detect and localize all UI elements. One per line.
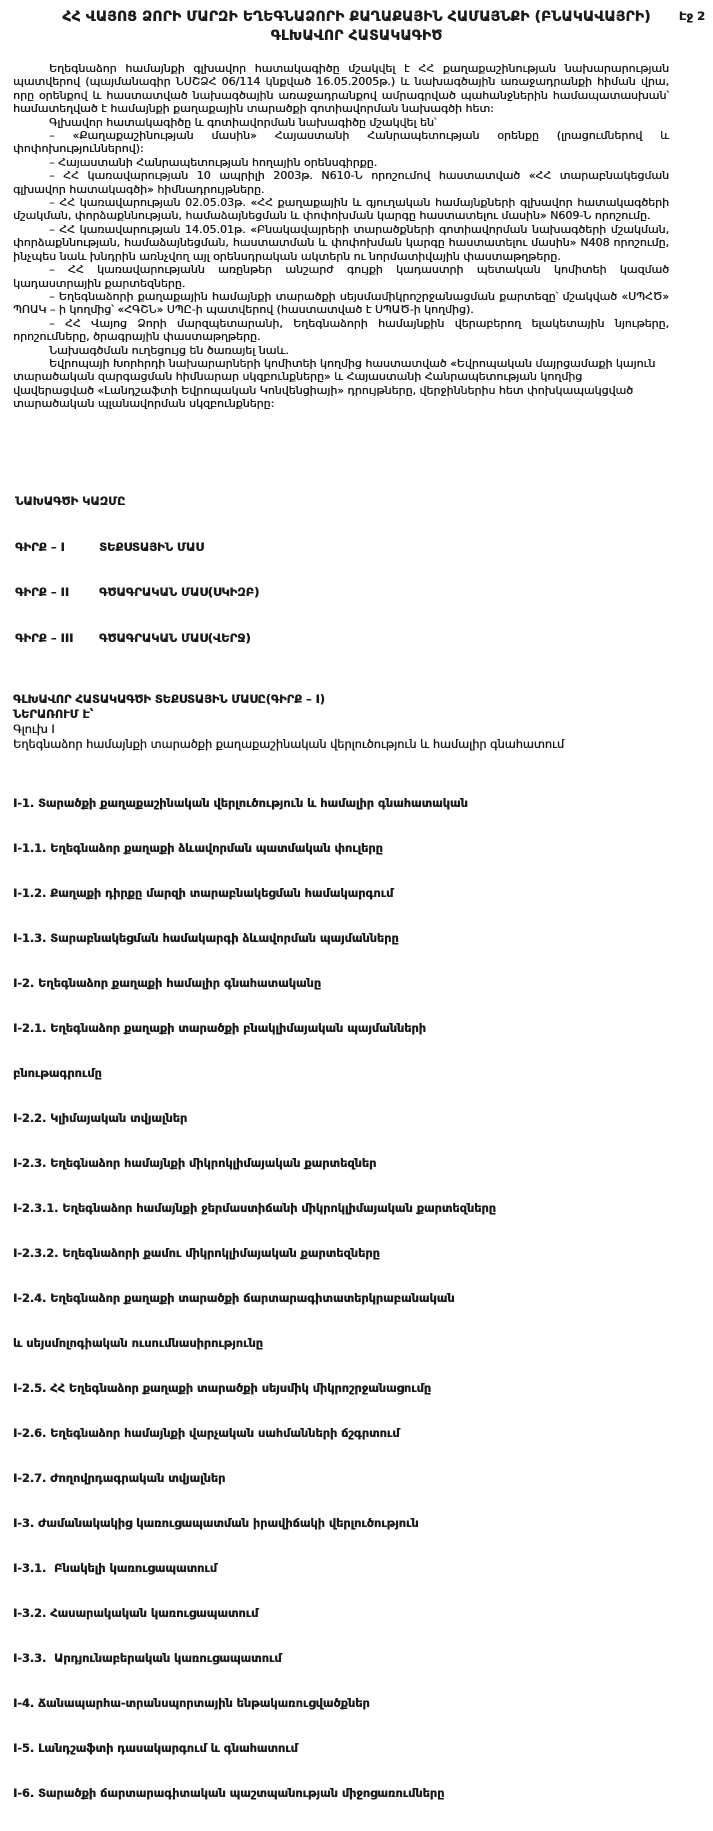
toc-line: I-2.6. Եղեգնաձոր համայնքի վարչական սահմանների ճշգրտում <box>13 1427 400 1441</box>
paragraph-europe-line: տարածական զարգացման հիմնարար սկզբունքները» և Հայաստանի Հանրապետության կողմից <box>13 370 583 384</box>
toc-line: բնութագրումը <box>13 1067 102 1081</box>
bullet-item: – ՀՀ կառավարությանն առընթեր անշարժ գույքի կադաստրի պետական կոմիտեի կազմած կադաստրային քարտեզները. <box>13 263 669 290</box>
bullet-item: – Հայաստանի Հանրապետության հողային օրենսգիրքը. <box>49 155 378 169</box>
toc-line: I-1.3. Տարաբնակեցման համակարգի ձևավորման պայմանները <box>13 932 399 946</box>
toc-line: I-2.3.1. Եղեգնաձոր համայնքի ջերմաստիճանի միկրոկլիմայական քարտեզները <box>13 1202 496 1216</box>
bullet-item: – ՀՀ կառավարության 02.05.03թ. «ՀՀ քաղաքային և գյուղական համայնքների գլխավոր հատակագծերի մշակման, փորձաքննության, համաձայնեցման և փոփոխման կարգը հաստատելու մասին» N609-Ն որոշումը. <box>13 196 669 223</box>
book-title: ՏԵՔՍՏԱՅԻՆ ՄԱՍ <box>99 539 204 554</box>
toc-line: I-2.1. Եղեգնաձոր քաղաքի տարածքի բնակլիմայական պայմանների <box>13 1022 426 1036</box>
toc-line: I-1.1. Եղեգնաձոր քաղաքի ձևավորման պատմական փուլերը <box>13 842 383 856</box>
paragraph-lead: Գլխավոր հատակագիծը և գոտիավորման նախագիծը մշակվել են՝ <box>49 115 437 129</box>
project-composition <box>15 464 669 677</box>
toc-line: I-1.2. Քաղաքի դիրքը մարզի տարաբնակեցման համակարգում <box>13 887 394 901</box>
toc-line: I-2.4. Եղեգնաձոր քաղաքի տարածքի ճարտարագիտատերկրաբանական <box>13 1292 455 1306</box>
main-part-includes: ՆԵՐԱՌՈՒՄ Է՝ <box>13 708 94 722</box>
paragraph-intro: Եղեգնաձոր համայնքի գլխավոր հատակագիծը մշակվել է ՀՀ քաղաքաշինության նախարարության պատվերով (պայմանագիր ՆՍՇՁՀ 06/114 կնքված 16.05.2005թ.) և նախագծային առաջադրանքի հիման վրա, որը օրենքով և հաստատված նախագծային առաջադրանքով ամրագրված պահանջներին համապատասխան՝ համատեղված է համայնքի քաղաքային տարածքի գոտիավորման նախագծի հետ: <box>13 62 669 116</box>
toc-line: և սեյսմոլոգիական ուսումնասիրությունը <box>13 1337 263 1351</box>
toc-line: I-6. Տարածքի ճարտարագիտական պաշտպանության միջոցառումները <box>13 1787 445 1801</box>
toc-line: I-3.2. Հասարակական կառուցապատում <box>13 1607 259 1621</box>
toc-line: I-3. Ժամանակակից կառուցապատման իրավիճակի վերլուծություն <box>13 1517 419 1531</box>
chapter-label: Գլուխ I <box>13 723 55 737</box>
book-line <box>15 585 669 600</box>
document-page <box>0 8 713 1801</box>
bullet-item: – «Քաղաքաշինության մասին» Հայաստանի Հանրապետության օրենքը (լրացումներով և փոփոխություններով): <box>13 129 669 156</box>
document-title-line2: ԳԼԽԱՎՈՐ ՀԱՏԱԿԱԳԻԾ <box>270 27 443 44</box>
main-part-heading: ԳԼԽԱՎՈՐ ՀԱՏԱԿԱԳԾԻ ՏԵՔՍՏԱՅԻՆ ՄԱՍԸ(ԳԻՐՔ – I) <box>13 693 325 707</box>
toc-line: I-2.3. Եղեգնաձոր համայնքի միկրոկլիմայական քարտեզներ <box>13 1157 377 1171</box>
composition-heading: ՆԱԽԱԳԾԻ ԿԱԶՄԸ <box>15 493 126 508</box>
toc-line: I-3.3. Արդյունաբերական կառուցապատում <box>13 1652 282 1666</box>
book-label: ԳԻՐՔ – II <box>15 585 70 600</box>
bullet-item: – ՀՀ կառավարության 14.05.01թ. «Բնակավայրերի տարածքների գոտիավորման նախագծերի մշակման, փորձաքննության, համաձայնեցման, հաստատման և փոփոխման կարգը հաստատելու մասին» N408 որոշումը, ինչպես նաև խնդրին առնչվող այլ օրենսդրական ակտերն ու նորմատիվային փաստաթղթերը. <box>13 222 669 263</box>
book-label: ԳԻՐՔ – III <box>15 630 74 645</box>
book-label: ԳԻՐՔ – I <box>15 539 65 554</box>
chapter-title: Եղեգնաձոր համայնքի տարածքի քաղաքաշինական վերլուծություն և համալիր գնահատում <box>13 738 565 752</box>
toc-line: I-1. Տարածքի քաղաքաշինական վերլուծություն և համալիր գնահատական <box>13 797 468 811</box>
book-line <box>15 540 669 555</box>
bullet-item: – Եղեգնաձորի քաղաքային համայնքի տարածքի սեյսմամիկրոշրջանացման քարտեզը՝ մշակված «ՍՊՀԾ» ՊՈԱԿ – ի կողմից՝ «ՀԳՇՆ» ՍՊԸ-ի պատվերով (հաստատված է ՍՊԱԾ-ի կողմից). <box>13 289 669 317</box>
toc-line: I-4. Ճանապարհա-տրանսպորտային ենթակառուցվածքներ <box>13 1697 370 1711</box>
paragraph-europe-line: տարածական պլանավորման սկզբունքները: <box>13 397 275 411</box>
paragraph-europe-line: վավերացված «Լանդշաֆտի Եվրոպական Կոնվենցիայի» դրույթները, վերջիններիս հետ փոխկապակցված <box>13 383 634 397</box>
document-body <box>13 62 669 411</box>
toc-line: I-2. Եղեգնաձոր քաղաքի համալիր գնահատականը <box>13 977 321 991</box>
document-title <box>28 8 685 45</box>
page-number-label: Էջ 2 <box>678 9 705 23</box>
book-line <box>15 631 669 646</box>
main-part-section <box>13 692 669 752</box>
toc-line: I-3.1. Բնակելի կառուցապատում <box>13 1562 217 1576</box>
document-title-line1: ՀՀ ՎԱՅՈՑ ՁՈՐԻ ՄԱՐԶԻ ԵՂԵԳՆԱՁՈՐԻ ՔԱՂԱՔԱՅԻՆ ՀԱՄԱՅՆՔԻ (ԲՆԱԿԱՎԱՅՐԻ) <box>62 9 651 25</box>
paragraph-europe-line: Եվրոպայի Խորհրդի նախարարների կոմիտեի կողմից հաստատված «Եվրոպական մայրցամաքի կայուն <box>49 356 656 370</box>
bullet-item: – ՀՀ Վայոց Ձորի մարզպետարանի, Եղեգնաձորի համայնքին վերաբերող ելակետային նյութերը, որոշումները, ծրագրային փաստաթղթերը. <box>13 316 669 344</box>
toc-line: I-5. Լանդշաֆտի դասակարգում և գնահատում <box>13 1742 298 1756</box>
toc-line: I-2.3.2. Եղեգնաձորի քամու միկրոկլիմայական քարտեզները <box>13 1247 380 1261</box>
toc-line: I-2.2. Կլիմայական տվյալներ <box>13 1112 188 1126</box>
book-title: ԳԾԱԳՐԱԿԱՆ ՄԱՍ(ՍԿԻԶԲ) <box>99 585 260 600</box>
table-of-contents <box>13 766 669 1831</box>
paragraph-guide: Նախագծման ուղեցույց են ծառայել նաև. <box>49 343 289 357</box>
bullet-item: – ՀՀ կառավարության 10 ապրիլի 2003թ. N610-Ն որոշումով հաստատված «ՀՀ տարաբնակեցման գլխավոր հատակագծի» հիմնադրույթները. <box>13 169 669 196</box>
book-title: ԳԾԱԳՐԱԿԱՆ ՄԱՍ(ՎԵՐՋ) <box>99 630 251 645</box>
toc-line: I-2.7. Ժողովրդագրական տվյալներ <box>13 1472 226 1486</box>
toc-line: I-2.5. ՀՀ Եղեգնաձոր քաղաքի տարածքի սեյսմիկ միկրոշրջանացումը <box>13 1382 432 1396</box>
